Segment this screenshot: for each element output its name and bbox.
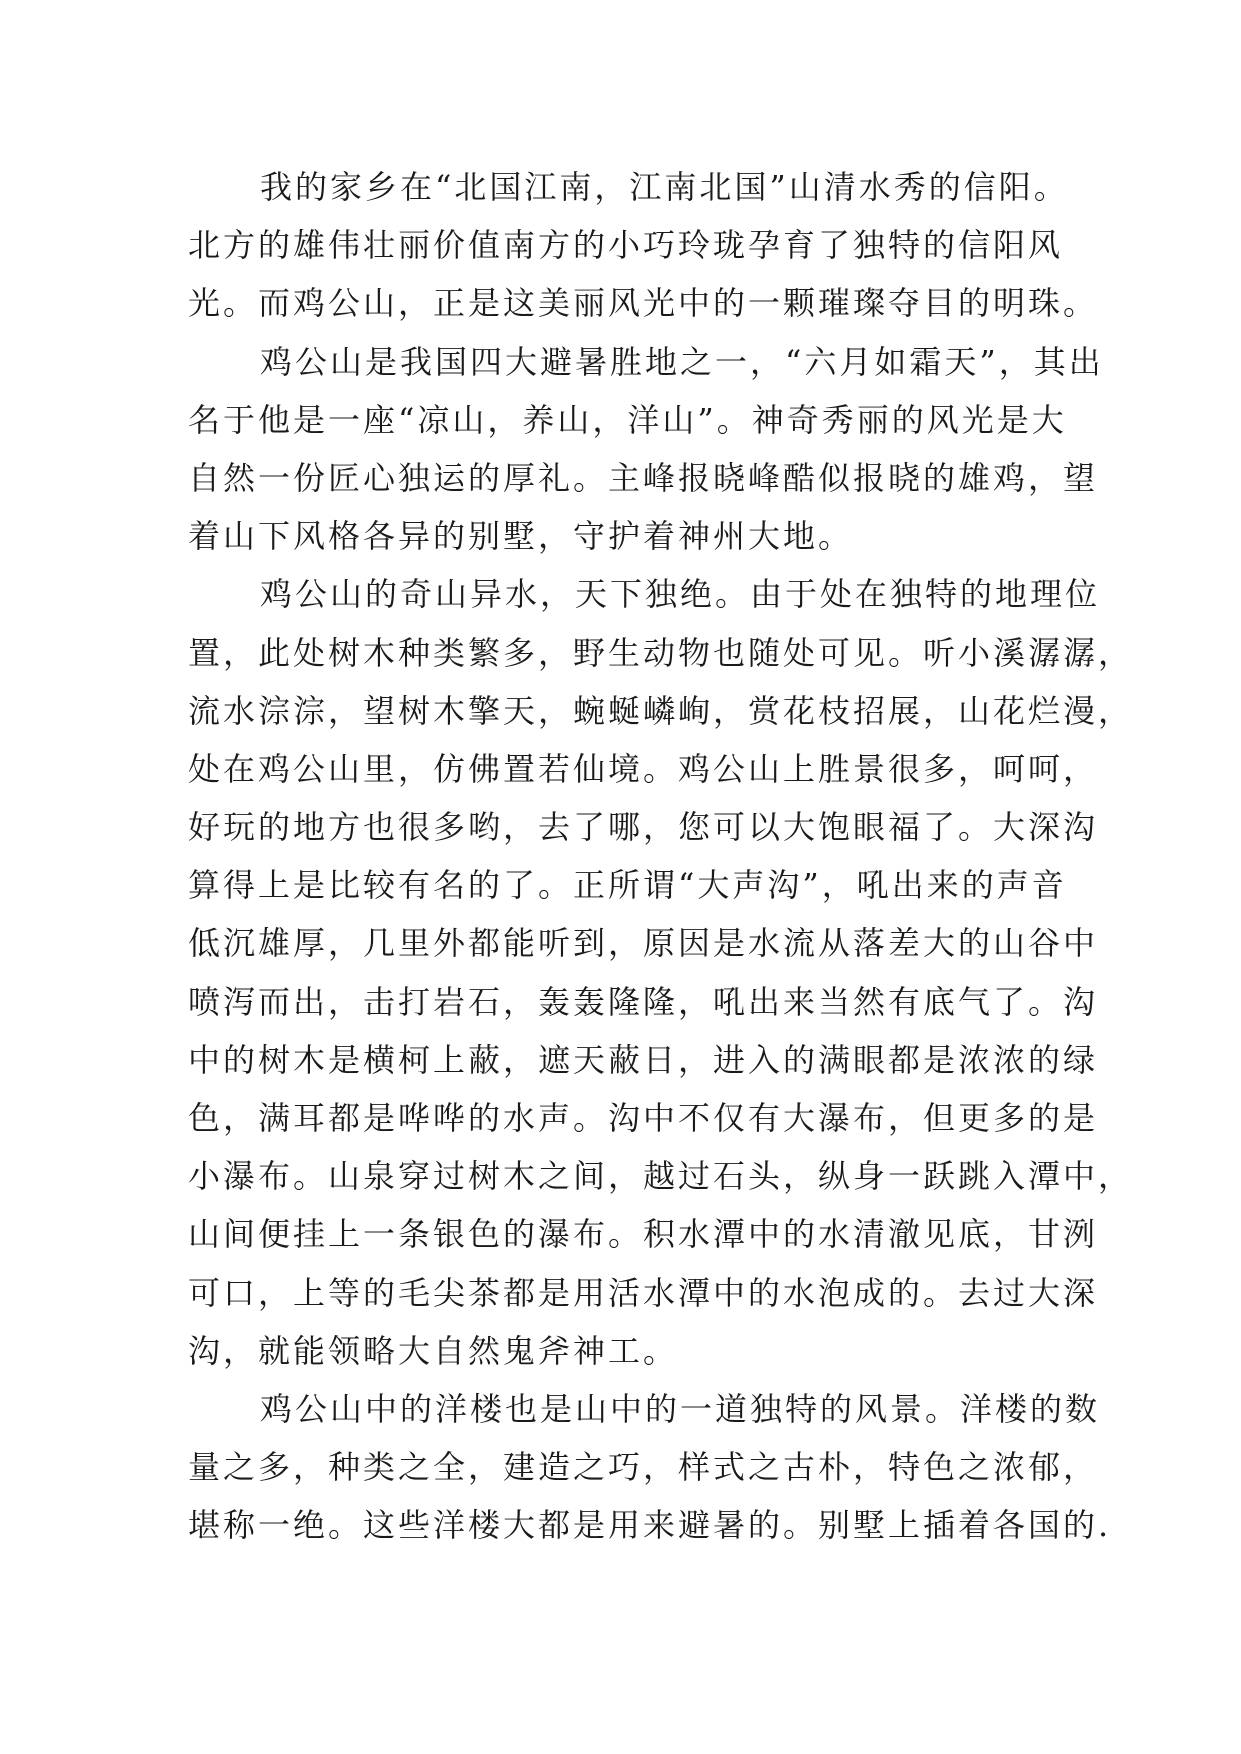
- text-line: 自然一份匠心独运的厚礼。主峰报晓峰酷似报晓的雄鸡，望: [188, 458, 1099, 497]
- text-line: 色，满耳都是哗哗的水声。沟中不仅有大瀑布，但更多的是: [188, 1099, 1099, 1137]
- text-line: 光。而鸡公山，正是这美丽风光中的一颗璀璨夺目的明珠。: [188, 284, 1099, 323]
- text-line: 低沉雄厚，几里外都能听到，原因是水流从落差大的山谷中: [188, 924, 1099, 963]
- text-line: 置，此处树木种类繁多，野生动物也随处可见。听小溪潺潺，: [188, 633, 1134, 672]
- text-line: 鸡公山中的洋楼也是山中的一道独特的风景。洋楼的数: [260, 1389, 1101, 1428]
- text-line: 处在鸡公山里，仿佛置若仙境。鸡公山上胜景很多，呵呵，: [188, 749, 1099, 788]
- text-line: 北方的雄伟壮丽价值南方的小巧玲珑孕育了独特的信阳风: [188, 226, 1064, 265]
- text-line: 沟，就能领略大自然鬼斧神工。: [188, 1331, 679, 1370]
- text-line: 可口，上等的毛尖茶都是用活水潭中的水泡成的。去过大深: [188, 1273, 1099, 1312]
- paragraph-4: [188, 1380, 1112, 1555]
- text-line: 算得上是比较有名的了。正所谓“大声沟”，吼出来的声音: [188, 866, 1067, 905]
- body-text: [188, 158, 1134, 1555]
- paragraph-2: [188, 333, 1104, 566]
- paragraph-1: [188, 158, 1099, 333]
- text-line: 名于他是一座“凉山，养山，洋山”。神奇秀丽的风光是大: [188, 400, 1067, 439]
- text-line: 好玩的地方也很多哟，去了哪，您可以大饱眼福了。大深沟: [188, 808, 1099, 847]
- text-line: 山间便挂上一条银色的瀑布。积水潭中的水清澈见底，甘洌: [188, 1215, 1099, 1254]
- text-line: 鸡公山的奇山异水，天下独绝。由于处在独特的地理位: [260, 575, 1101, 614]
- text-line: 我的家乡在“北国江南，江南北国”山清水秀的信阳。: [260, 168, 1069, 206]
- text-line: 堪称一绝。这些洋楼大都是用来避暑的。别墅上插着各国的.: [188, 1506, 1112, 1545]
- text-line: 喷泻而出，击打岩石，轰轰隆隆，吼出来当然有底气了。沟: [188, 982, 1099, 1021]
- text-line: 流水淙淙，望树木擎天，蜿蜒嶙峋，赏花枝招展，山花烂漫，: [188, 691, 1134, 730]
- text-line: 鸡公山是我国四大避暑胜地之一，“六月如霜天”，其出: [260, 342, 1104, 381]
- text-line: 着山下风格各异的别墅，守护着神州大地。: [188, 517, 854, 556]
- text-line: 小瀑布。山泉穿过树木之间，越过石头，纵身一跃跳入潭中，: [188, 1157, 1134, 1196]
- paragraph-3: [188, 565, 1134, 1380]
- text-line: 量之多，种类之全，建造之巧，样式之古朴，特色之浓郁，: [188, 1448, 1099, 1487]
- text-line: 中的树木是横柯上蔽，遮天蔽日，进入的满眼都是浓浓的绿: [188, 1040, 1099, 1079]
